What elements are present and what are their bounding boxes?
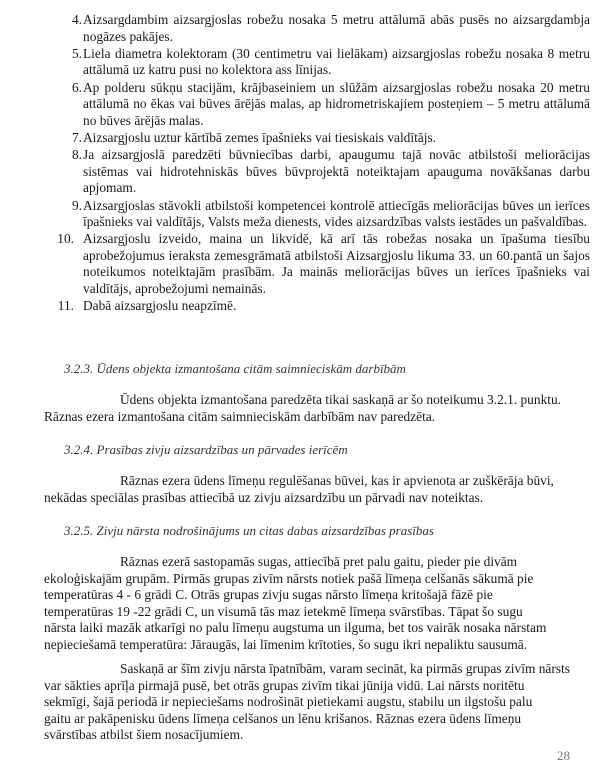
section-paragraph-3-2-3: Ūdens objekta izmantošana paredzēta tikai saskaņā ar šo noteikumu 3.2.1. punktu. Rāznas ezera izmantošana citām saimnieciskām darbībām nav paredzēta. [44,392,562,424]
list-item-text: Aizsargjoslas stāvokli atbilstoši kompetencei kontrolē attiecīgās meliorācijas būves un ierīces īpašnieks vai valdītājs, Valsts meža dienests, vides aizsardzības valsts iestādes un pašvaldības. [83,197,590,230]
list-item-text: Aizsargdambim aizsargjoslas robežu nosaka 5 metru attālumā abās pusēs no aizsargdambja nogāzes pakājes. [83,12,590,44]
list-item: 8. Ja aizsargjoslā paredzēti būvniecības darbi, apaugumu tajā novāc atbilstoši meliorācijas sistēmas vai hidrotehniskās būves būvprojektā noteiktajam apauguma novākšanas darbu apjomam. [71,147,590,196]
list-item: 5. Liela diametra kolektoram (30 centimetru vai lielākam) aizsargjoslas robežu nosaka 8 metru attālumā uz katru pusi no kolektora ass līnijas. [71,45,590,78]
list-item-text: Ja aizsargjoslā paredzēti būvniecības darbi, apaugumu tajā novāc atbilstoši meliorācijas sistēmas vai hidrotehniskās būves būvprojektā noteiktajam apauguma novākšanas darbu apjomam. [83,147,590,196]
section-heading-3-2-5: 3.2.5. Zivju nārsta nodrošinājums un citas dabas aizsardzības prasības [64,523,434,538]
list-item: 9. Aizsargjoslas stāvokli atbilstoši kompetencei kontrolē attiecīgās meliorācijas būves un ierīces īpašnieks vai valdītājs, Valsts meža dienests, vides aizsardzības valsts iestādes un pašvaldības. [71,197,590,230]
page-number: 28 [557,748,570,763]
list-item-text: Aizsargjoslu uztur kārtībā zemes īpašnieks vai tiesiskais valdītājs. [83,129,437,145]
list-item: 11. Dabā aizsargjoslu neapzīmē. [57,298,237,314]
closing-paragraph: Saskaņā ar šīm zivju nārsta īpatnībām, varam secināt, ka pirmās grupas zivīm nārsts var sākties aprīļa pirmajā pusē, bet otrās grupas zivīm tikai jūnija vidū. Lai nārsts noritētu sekmīgi, šajā periodā ir nepieciešams nodrošināt pietiekami augstu, stabilu un ilgstošu palu gaitu ar pakāpenisku ūdens līmeņa celšanos un lēnu krišanos. Rāznas ezera ūdens līmeņu svārstības atbilst šiem nosacījumiem. [44,661,570,743]
list-item-text: Liela diametra kolektoram (30 centimetru vai lielākam) aizsargjoslas robežu nosaka 8 metru attālumā uz katru pusi no kolektora ass līnijas. [83,45,590,78]
protection-zone-list [50,12,590,315]
list-item: 4. Aizsargdambim aizsargjoslas robežu nosaka 5 metru attālumā abās pusēs no aizsargdambja nogāzes pakājes. [71,12,590,44]
list-item: 10. Aizsargjoslu izveido, maina un likvidē, kā arī tās robežas nosaka un īpašuma tiesību aprobežojumus ieraksta zemesgrāmatā atbilstoši Aizsargjoslu likuma 33. un 60.pantā un šajos noteikumos noteiktajām prasībām. Ja mainās meliorācijas būves un ierīces īpašnieks vai valdītājs, aprobežojumi nemainās. [57,231,590,297]
section-paragraph-3-2-5: Rāznas ezerā sastopamās sugas, attiecībā pret palu gaitu, pieder pie divām ekoloģiskajām grupām. Pirmās grupas zivīm nārsts notiek pašā līmeņa celšanās sākumā pie temperatūras 4 - 6 grādi C. Otrās grupas zivju sugas nārsto līmeņa kritošajā fāzē pie temperatūras 19 -22 grādi C, un visumā tās maz ietekmē līmeņa svārstības. Tāpat šo sugu nārsta laiki mazāk atkarīgi no palu līmeņu augstuma un ilguma, bet tos vairāk nosaka nārstam nepieciešamā temperatūra: Jāraugās, lai līmenim krītoties, šo sugu ikri nepaliktu sausumā. [44,554,547,652]
list-item: 7. Aizsargjoslu uztur kārtībā zemes īpašnieks vai tiesiskais valdītājs. [71,129,437,145]
section-heading-3-2-3: 3.2.3. Ūdens objekta izmantošana citām saimnieciskām darbībām [64,361,406,376]
section-heading-3-2-4: 3.2.4. Prasības zivju aizsardzības un pārvades ierīcēm [64,442,348,457]
list-item-text: Dabā aizsargjoslu neapzīmē. [83,298,237,314]
list-item: 6. Ap polderu sūkņu stacijām, krājbaseiniem un slūžām aizsargjoslas robežu nosaka 20 metru attālumā no ēkas vai būves ārējās malas, ap hidrometriskajiem posteņiem – 5 metru attālumā no būves ārējās malas. [71,79,590,128]
section-paragraph-3-2-4: Rāznas ezera ūdens līmeņu regulēšanas būvei, kas ir apvienota ar zuškērāja būvi, nekādas speciālas prasības attiecībā uz zivju aizsardzību un pārvadi nav noteiktas. [44,473,554,505]
list-item-text: Ap polderu sūkņu stacijām, krājbaseiniem un slūžām aizsargjoslas robežu nosaka 20 metru attālumā no ēkas vai būves ārējās malas, ap hidrometriskajiem posteņiem – 5 metru attālumā no būves ārējās malas. [83,79,590,128]
list-item-text: Aizsargjoslu izveido, maina un likvidē, kā arī tās robežas nosaka un īpašuma tiesību aprobežojumus ieraksta zemesgrāmatā atbilstoši Aizsargjoslu likuma 33. un 60.pantā un šajos noteikumos noteiktajām prasībām. Ja mainās meliorācijas būves un ierīces īpašnieks vai valdītājs, aprobežojumi nemainās. [83,231,590,297]
